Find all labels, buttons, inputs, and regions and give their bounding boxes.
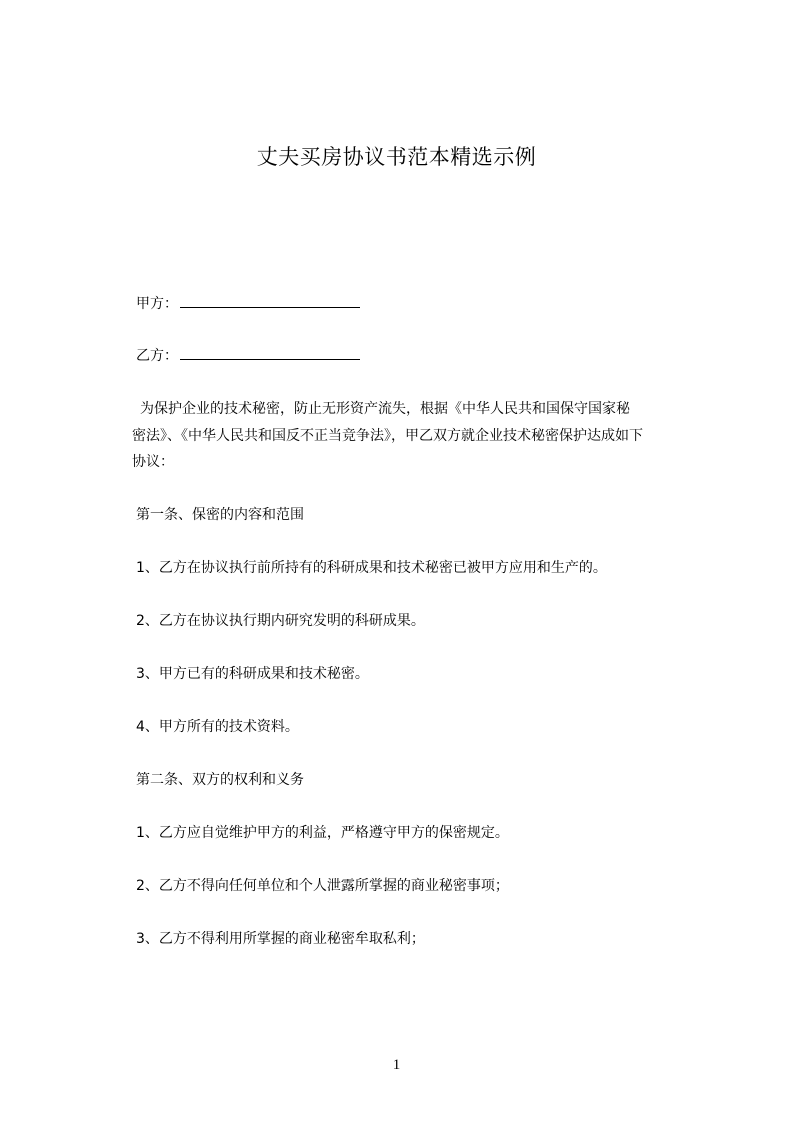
- party-b-line: [136, 344, 360, 366]
- section-2-item-2: 2、乙方不得向任何单位和个人泄露所掌握的商业秘密事项；: [136, 878, 509, 894]
- intro-paragraph: [132, 396, 716, 476]
- intro-line-3: 协议：: [132, 454, 174, 470]
- intro-line-1: 为保护企业的技术秘密，防止无形资产流失，根据《中华人民共和国保守国家秘: [140, 401, 630, 417]
- section-1-item-4: 4、甲方所有的技术资料。: [136, 719, 299, 735]
- party-b-label: 乙方：: [136, 348, 178, 364]
- page-number: 1: [392, 1057, 401, 1073]
- section-1-item-3: 3、甲方已有的科研成果和技术秘密。: [136, 666, 369, 682]
- document-title: 丈夫买房协议书范本精选示例: [256, 145, 537, 169]
- party-b-blank: [180, 344, 360, 360]
- section-2-heading: 第二条、双方的权利和义务: [136, 772, 304, 788]
- section-2-item-3: 3、乙方不得利用所掌握的商业秘密牟取私利；: [136, 931, 425, 947]
- party-a-label: 甲方：: [136, 296, 178, 312]
- section-1-heading: 第一条、保密的内容和范围: [136, 507, 304, 523]
- party-a-blank: [180, 292, 360, 308]
- intro-line-2: 密法》、《中华人民共和国反不正当竞争法》，甲乙双方就企业技术秘密保护达成如下: [132, 427, 643, 444]
- party-a-line: [136, 292, 360, 314]
- section-1-item-1: 1、乙方在协议执行前所持有的科研成果和技术秘密已被甲方应用和生产的。: [136, 560, 607, 576]
- section-1-item-2: 2、乙方在协议执行期内研究发明的科研成果。: [136, 613, 425, 629]
- section-2-item-1: 1、乙方应自觉维护甲方的利益，严格遵守甲方的保密规定。: [136, 825, 509, 841]
